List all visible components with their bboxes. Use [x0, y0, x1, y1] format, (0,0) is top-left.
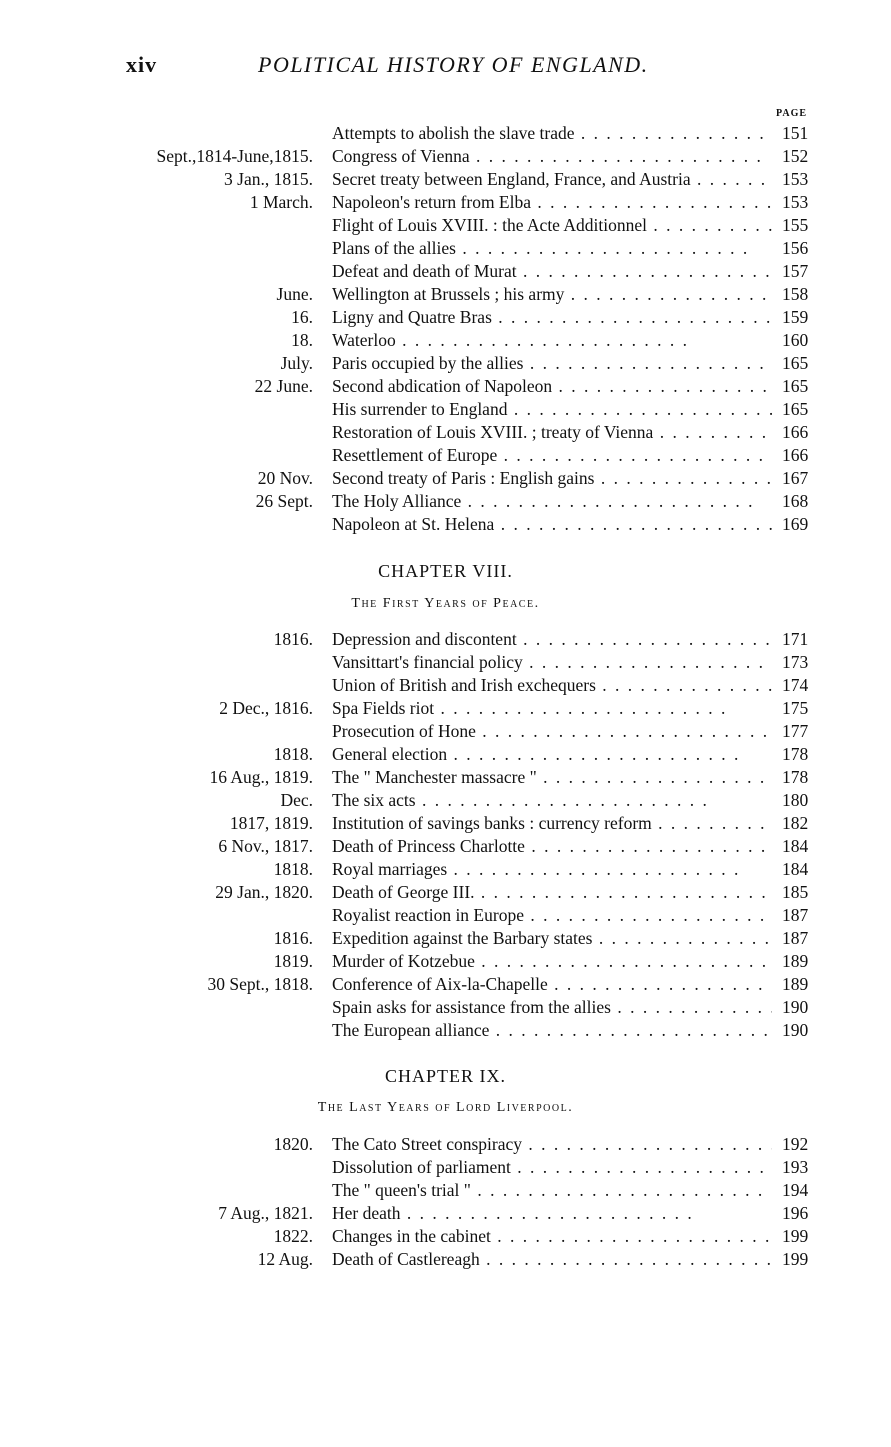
toc-row [0, 858, 891, 881]
toc-date: 7 Aug., 1821. [218, 1203, 313, 1223]
toc-entry: Attempts to abolish the slave trade . . [332, 122, 772, 145]
toc-page-number: 189 [782, 951, 809, 971]
toc-row [0, 697, 891, 720]
toc-entry: Union of British and Irish exchequers . . [332, 674, 772, 697]
toc-date: 1822. [273, 1226, 313, 1246]
running-title: POLITICAL HISTORY OF ENGLAND. [258, 52, 649, 77]
toc-page-number: 187 [782, 928, 809, 948]
toc-page-number: 167 [782, 468, 809, 488]
toc-page-number: 175 [782, 698, 809, 718]
toc-row [0, 1156, 891, 1179]
toc-date: 1820. [273, 1134, 313, 1154]
toc-entry: Death of Princess Charlotte . . [332, 835, 772, 858]
toc-page-number: 189 [782, 974, 809, 994]
toc-entry: The six acts . . [332, 789, 772, 812]
toc-page-number: 184 [782, 836, 809, 856]
toc-entry: Resettlement of Europe . . [332, 444, 772, 467]
toc-page-number: 182 [782, 813, 809, 833]
toc-date: 1816. [273, 629, 313, 649]
toc-entry: The Cato Street conspiracy . . [332, 1133, 772, 1156]
toc-entry: Napoleon's return from Elba . . [332, 191, 772, 214]
toc-row [0, 237, 891, 260]
toc-row [0, 973, 891, 996]
toc-date: 20 Nov. [257, 468, 313, 488]
toc-page-number: 159 [782, 307, 809, 327]
toc-row [0, 329, 891, 352]
toc-row [0, 651, 891, 674]
toc-page-number: 169 [782, 514, 809, 534]
toc-entry: Second abdication of Napoleon . . [332, 375, 772, 398]
toc-row [0, 835, 891, 858]
toc-entry: Restoration of Louis XVIII. ; treaty of Vienna . . [332, 421, 772, 444]
toc-entry: Waterloo . . [332, 329, 772, 352]
toc-page-number: 174 [782, 675, 809, 695]
toc-page-number: 199 [782, 1249, 809, 1269]
toc-page-number: 178 [782, 744, 809, 764]
toc-entry: Spain asks for assistance from the allies . . [332, 996, 772, 1019]
toc-entry: Death of George III. . . [332, 881, 772, 904]
toc-section-chapter9 [0, 1133, 891, 1271]
toc-entry: Plans of the allies . . [332, 237, 772, 260]
toc-row [0, 1019, 891, 1042]
page-column-label: PAGE [776, 108, 808, 119]
toc-page-number: 173 [782, 652, 809, 672]
toc-page-number: 151 [782, 123, 809, 143]
toc-entry: The " Manchester massacre " . . [332, 766, 772, 789]
toc-page-number: 168 [782, 491, 809, 511]
toc-page-number: 158 [782, 284, 809, 304]
toc-page-number: 190 [782, 1020, 809, 1040]
toc-row [0, 1133, 891, 1156]
toc-date: 16 Aug., 1819. [209, 767, 313, 787]
toc-page-number: 157 [782, 261, 809, 281]
toc-date: Dec. [280, 790, 313, 810]
toc-row [0, 628, 891, 651]
toc-page-number: 194 [782, 1180, 809, 1200]
toc-entry: Defeat and death of Murat . . [332, 260, 772, 283]
toc-row [0, 375, 891, 398]
toc-row [0, 490, 891, 513]
chapter-8-subtitle: The First Years of Peace. [351, 596, 540, 611]
toc-row [0, 352, 891, 375]
toc-date: 1819. [273, 951, 313, 971]
toc-page-number: 153 [782, 192, 809, 212]
running-header [0, 52, 891, 82]
toc-row [0, 674, 891, 697]
toc-page-number: 152 [782, 146, 809, 166]
toc-page-number: 190 [782, 997, 809, 1017]
toc-row [0, 1202, 891, 1225]
toc-page-number: 153 [782, 169, 809, 189]
toc-row [0, 513, 891, 536]
toc-page-number: 184 [782, 859, 809, 879]
toc-page-number: 155 [782, 215, 809, 235]
toc-entry: The European alliance . . [332, 1019, 772, 1042]
toc-entry: Expedition against the Barbary states . . [332, 927, 772, 950]
toc-row [0, 283, 891, 306]
chapter-9-title: CHAPTER IX. [384, 1066, 506, 1086]
toc-date: June. [276, 284, 313, 304]
toc-row [0, 122, 891, 145]
toc-entry: Her death . . [332, 1202, 772, 1225]
toc-page-number: 156 [782, 238, 809, 258]
toc-row [0, 1225, 891, 1248]
toc-page-number: 165 [782, 353, 809, 373]
chapter-9-subtitle: The Last Years of Lord Liverpool. [317, 1100, 574, 1115]
toc-page-number: 166 [782, 422, 809, 442]
toc-row [0, 1248, 891, 1271]
toc-row [0, 191, 891, 214]
page-folio: xiv [126, 52, 158, 77]
toc-page-number: 193 [782, 1157, 809, 1177]
toc-entry: General election . . [332, 743, 772, 766]
toc-date: 6 Nov., 1817. [218, 836, 313, 856]
toc-page-number: 177 [782, 721, 809, 741]
toc-date: 2 Dec., 1816. [219, 698, 313, 718]
toc-entry: Wellington at Brussels ; his army . . [332, 283, 772, 306]
toc-entry: Flight of Louis XVIII. : the Acte Additionnel . . [332, 214, 772, 237]
toc-page-number: 166 [782, 445, 809, 465]
toc-entry: Prosecution of Hone . . [332, 720, 772, 743]
toc-page-number: 165 [782, 399, 809, 419]
toc-page-number: 180 [782, 790, 809, 810]
toc-section-chapter8 [0, 628, 891, 1042]
toc-entry: Changes in the cabinet . . [332, 1225, 772, 1248]
toc-page-number: 185 [782, 882, 809, 902]
toc-row [0, 904, 891, 927]
toc-entry: Murder of Kotzebue . . [332, 950, 772, 973]
toc-section-chapter7-continued [0, 122, 891, 536]
toc-entry: The " queen's trial " . . [332, 1179, 772, 1202]
toc-entry: Ligny and Quatre Bras . . [332, 306, 772, 329]
toc-page-number: 160 [782, 330, 809, 350]
toc-page-number: 165 [782, 376, 809, 396]
toc-row [0, 720, 891, 743]
toc-date: 26 Sept. [255, 491, 313, 511]
toc-entry: Spa Fields riot . . [332, 697, 772, 720]
toc-entry: The Holy Alliance . . [332, 490, 772, 513]
toc-page-number: 171 [782, 629, 809, 649]
toc-page-number: 178 [782, 767, 809, 787]
toc-row [0, 421, 891, 444]
toc-entry: Dissolution of parliament . . [332, 1156, 772, 1179]
toc-entry: Royalist reaction in Europe . . [332, 904, 772, 927]
toc-date: 29 Jan., 1820. [215, 882, 313, 902]
chapter-8-title: CHAPTER VIII. [378, 561, 513, 581]
toc-row [0, 812, 891, 835]
toc-date: 12 Aug. [257, 1249, 313, 1269]
toc-row [0, 996, 891, 1019]
toc-date: 1818. [273, 859, 313, 879]
toc-page-number: 199 [782, 1226, 809, 1246]
toc-date: 3 Jan., 1815. [224, 169, 313, 189]
toc-date: 1817, 1819. [229, 813, 313, 833]
toc-row [0, 743, 891, 766]
toc-entry: His surrender to England . . [332, 398, 772, 421]
toc-row [0, 214, 891, 237]
toc-row [0, 306, 891, 329]
toc-date: 18. [291, 330, 313, 350]
toc-date: July. [280, 353, 313, 373]
toc-entry: Second treaty of Paris : English gains . . [332, 467, 772, 490]
toc-row [0, 881, 891, 904]
toc-entry: Congress of Vienna . . [332, 145, 772, 168]
toc-date: Sept.,1814-June,1815. [156, 146, 313, 166]
toc-row [0, 766, 891, 789]
toc-row [0, 168, 891, 191]
toc-entry: Depression and discontent . . [332, 628, 772, 651]
toc-row [0, 398, 891, 421]
toc-row [0, 1179, 891, 1202]
toc-page-number: 192 [782, 1134, 809, 1154]
toc-row [0, 145, 891, 168]
toc-date: 1818. [273, 744, 313, 764]
toc-date: 22 June. [254, 376, 313, 396]
toc-entry: Napoleon at St. Helena . . [332, 513, 772, 536]
toc-page-number: 187 [782, 905, 809, 925]
toc-row [0, 444, 891, 467]
toc-page-number: 196 [782, 1203, 809, 1223]
toc-entry: Royal marriages . . [332, 858, 772, 881]
toc-date: 1 March. [249, 192, 313, 212]
toc-row [0, 789, 891, 812]
toc-row [0, 927, 891, 950]
toc-entry: Vansittart's financial policy . . [332, 651, 772, 674]
toc-row [0, 260, 891, 283]
toc-row [0, 467, 891, 490]
toc-entry: Conference of Aix-la-Chapelle . . [332, 973, 772, 996]
toc-entry: Institution of savings banks : currency reform . . [332, 812, 772, 835]
toc-entry: Secret treaty between England, France, and Austria . . [332, 168, 772, 191]
toc-date: 1816. [273, 928, 313, 948]
toc-entry: Paris occupied by the allies . . [332, 352, 772, 375]
toc-date: 30 Sept., 1818. [207, 974, 313, 994]
toc-date: 16. [291, 307, 313, 327]
toc-entry: Death of Castlereagh . . [332, 1248, 772, 1271]
toc-row [0, 950, 891, 973]
